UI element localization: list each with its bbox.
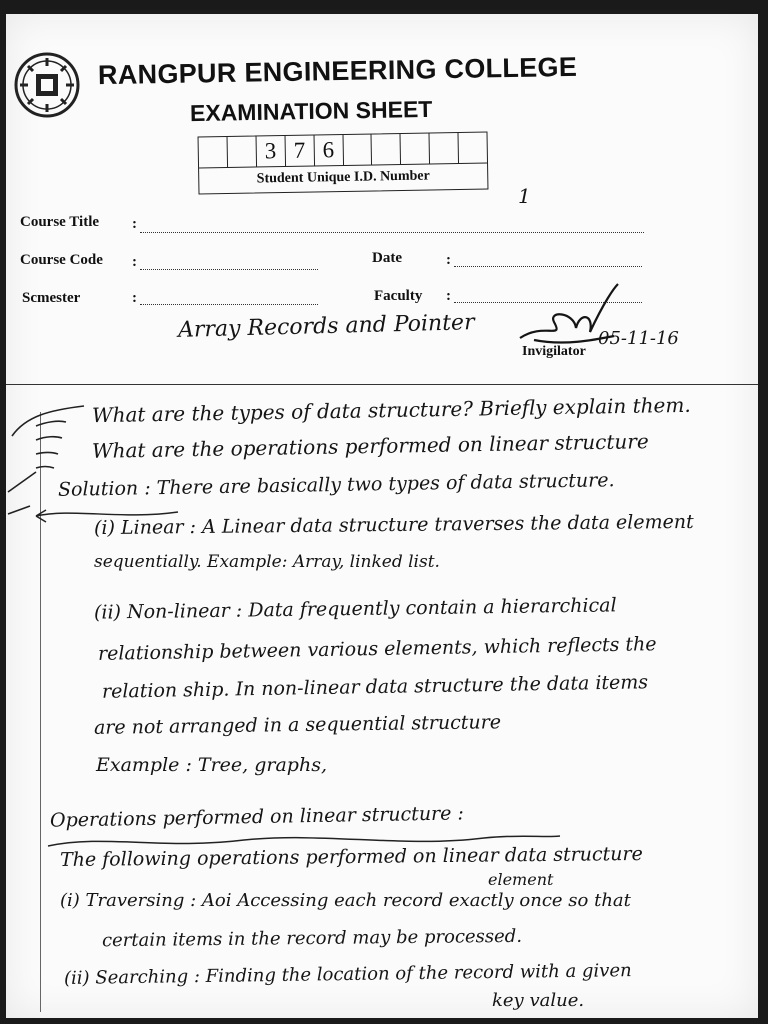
id-digit-cell[interactable]: [372, 134, 401, 164]
student-id-label: Student Unique I.D. Number: [256, 168, 430, 187]
invigilator-date: 05-11-16: [598, 328, 679, 349]
course-title-field[interactable]: [140, 232, 644, 233]
colon: :: [132, 254, 137, 270]
page-number: 1: [518, 184, 531, 208]
handwritten-line: certain items in the record may be processed.: [101, 925, 523, 952]
course-title-label: Course Title: [20, 214, 100, 230]
id-digit-cell[interactable]: 7: [285, 135, 314, 165]
course-code-field[interactable]: [140, 269, 318, 270]
id-digit-cell[interactable]: [459, 132, 487, 162]
handwritten-topic: Array Records and Pointer: [177, 310, 475, 343]
id-digit-cell[interactable]: [199, 137, 228, 167]
handwritten-line: (i) Linear : A Linear data structure traverses the data element: [93, 510, 694, 540]
handwritten-insertion: element: [488, 870, 554, 889]
sheet-title: EXAMINATION SHEET: [189, 95, 433, 127]
college-name: RANGPUR ENGINEERING COLLEGE: [97, 51, 578, 91]
handwritten-line: relation ship. In non-linear data structure the data items: [101, 671, 649, 703]
invigilator-label: Invigilator: [522, 344, 586, 359]
handwritten-line: What are the operations performed on linear structure: [91, 429, 649, 463]
handwritten-line: are not arranged in a sequential structure: [93, 711, 502, 739]
id-digit-cell[interactable]: 6: [314, 135, 343, 165]
examination-sheet: [6, 14, 758, 1018]
colon: :: [446, 252, 451, 268]
date-label: Date: [372, 250, 402, 266]
handwritten-line: relationship between various elements, which reflects the: [97, 633, 657, 665]
id-digit-cell[interactable]: [401, 133, 430, 163]
student-id-box: [198, 131, 489, 194]
date-field[interactable]: [454, 266, 642, 267]
id-digit-cell[interactable]: [227, 137, 256, 167]
colon: :: [132, 290, 137, 306]
handwritten-line: key value.: [492, 990, 585, 1011]
handwritten-line: sequentially. Example: Array, linked list.: [94, 552, 440, 572]
id-digit-cell[interactable]: 3: [256, 136, 285, 166]
colon: :: [132, 216, 137, 232]
handwritten-line: (i) Traversing : Aoi Accessing each record exactly once so that: [60, 890, 631, 911]
header-divider: [6, 384, 758, 385]
id-digit-cell[interactable]: [430, 133, 459, 163]
college-seal-icon: [14, 52, 80, 118]
semester-label: Scmester: [22, 290, 81, 306]
handwritten-line: Solution : There are basically two types of data structure.: [57, 469, 615, 501]
handwritten-line: (ii) Searching : Finding the location of the record with a given: [63, 960, 632, 989]
id-digit-cell[interactable]: [343, 134, 372, 164]
handwritten-line: What are the types of data structure? Briefly explain them.: [91, 392, 691, 428]
semester-field[interactable]: [140, 304, 318, 305]
handwritten-line: The following operations performed on linear data structure: [59, 842, 643, 872]
colon: :: [446, 288, 451, 304]
course-code-label: Course Code: [20, 252, 103, 268]
faculty-label: Faculty: [374, 288, 423, 304]
handwritten-line: Example : Tree, graphs,: [96, 754, 327, 776]
handwritten-line: (ii) Non-linear : Data frequently contain a hierarchical: [93, 594, 617, 624]
section-heading: Operations performed on linear structure :: [49, 802, 465, 832]
